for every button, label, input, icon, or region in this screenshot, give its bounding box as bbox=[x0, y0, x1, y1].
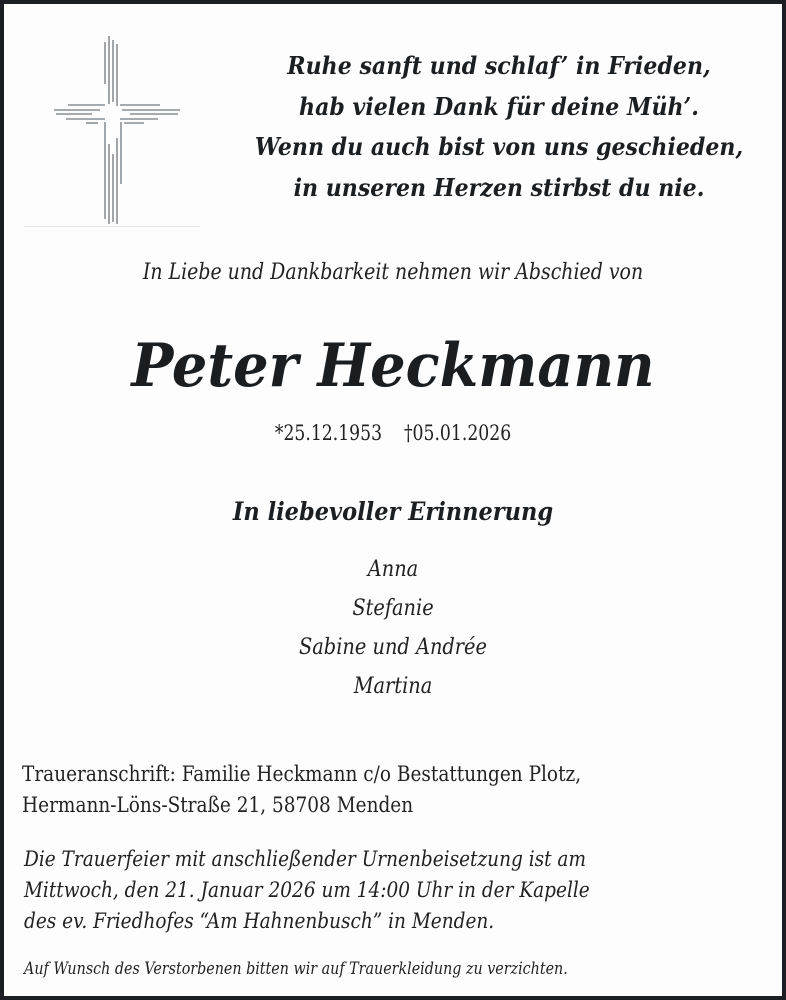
poem-line: Ruhe sanft und schlaf’ in Frieden, bbox=[287, 51, 711, 80]
birth-date: *25.12.1953 bbox=[274, 421, 383, 445]
ceremony-line: des ev. Friedhofes “Am Hahnenbusch” in Menden. bbox=[24, 909, 495, 934]
mourning-address bbox=[22, 759, 676, 821]
mourner-name: Stefanie bbox=[352, 596, 434, 621]
poem bbox=[237, 46, 761, 208]
life-dates bbox=[74, 418, 712, 448]
deceased-name: Peter Heckmann bbox=[131, 331, 655, 401]
ceremony-line: Mittwoch, den 21. Januar 2026 um 14:00 Uhr in der Kapelle bbox=[24, 878, 590, 903]
memory-heading: In liebevoller Erinnerung bbox=[232, 497, 554, 526]
ceremony-line: Die Trauerfeier mit anschließender Urnenbeisetzung ist am bbox=[24, 847, 586, 872]
mourner-name: Sabine und Andrée bbox=[299, 635, 487, 660]
cross-underline bbox=[24, 226, 200, 227]
intro-text: In Liebe und Dankbarkeit nehmen wir Abschied von bbox=[142, 260, 644, 285]
poem-line: Wenn du auch bist von uns geschieden, bbox=[254, 132, 744, 161]
address-line: Traueranschrift: Familie Heckmann c/o Bestattungen Plotz, bbox=[22, 762, 582, 787]
dress-code-note: Auf Wunsch des Verstorbenen bitten wir auf Trauerkleidung zu verzichten. bbox=[24, 959, 568, 979]
poem-line: hab vielen Dank für deine Müh’. bbox=[299, 91, 699, 121]
poem-line: in unseren Herzen stirbst du nie. bbox=[293, 172, 705, 202]
address-line: Hermann-Löns-Straße 21, 58708 Menden bbox=[22, 793, 414, 818]
death-date: †05.01.2026 bbox=[403, 421, 512, 445]
ceremony-info bbox=[24, 844, 678, 937]
cross-icon bbox=[52, 34, 182, 224]
mourners-list bbox=[51, 550, 736, 706]
obituary-notice bbox=[4, 4, 782, 996]
mourner-name: Martina bbox=[353, 674, 433, 699]
mourner-name: Anna bbox=[367, 557, 419, 582]
